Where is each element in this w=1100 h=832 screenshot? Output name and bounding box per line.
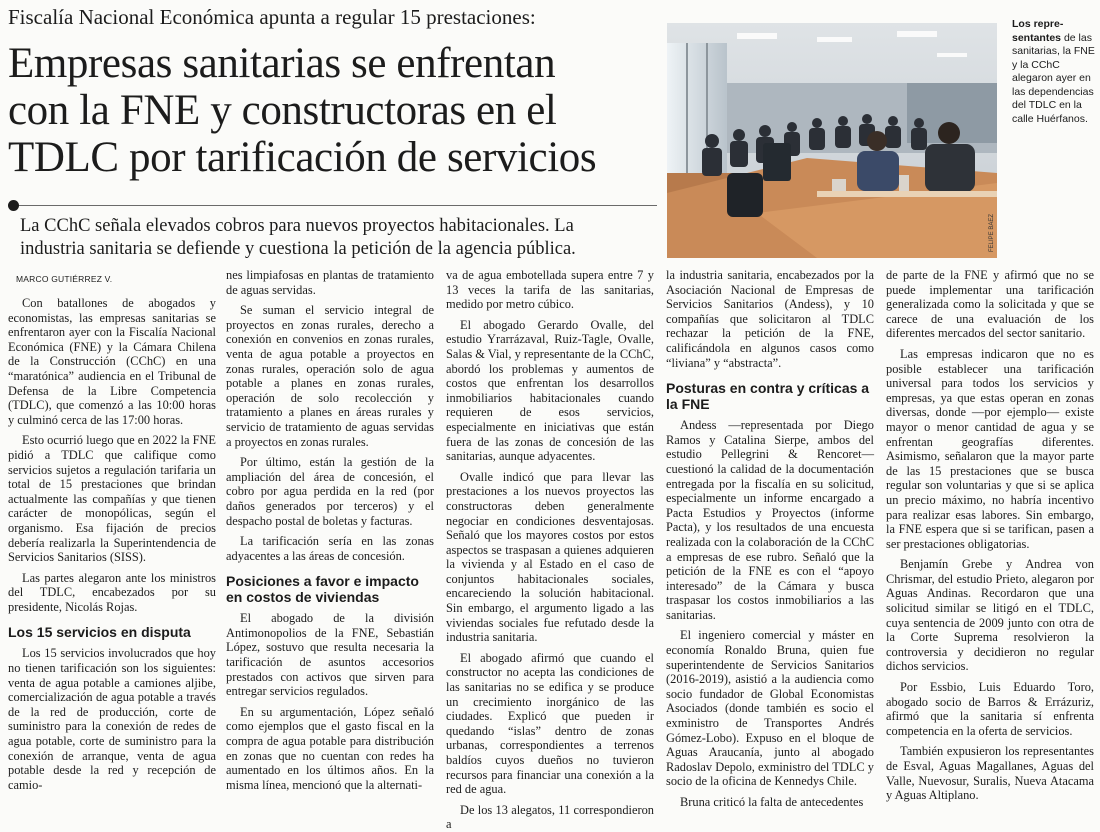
deck-line: La CChC señala elevados cobros para nuevos proyectos habitacionales. La xyxy=(20,216,574,236)
headline-line: con la FNE y constructoras en el xyxy=(8,87,557,134)
body-paragraph: la industria sanitaria, encabezados por la Asociación Nacional de Empresas de Servicios Sanitarios (Andess), y 10 compañías que solicitaron al TDLC rechazar la petición de la FNE, calificándola en algunos casos como “liviana” y “abstracta”. xyxy=(666,268,874,370)
body-paragraph: Por Essbio, Luis Eduardo Toro, abogado socio de Barros & Errázuriz, afirmó que la sanitaria sí enfrenta competencia en la oferta de servicios. xyxy=(886,680,1094,738)
body-paragraph: Se suman el servicio integral de proyectos en zonas rurales, derecho a conexión en convenios en zonas rurales, venta de agua potable a proyectos en zonas rurales, operación solo de agua potable a planes en zonas rurales, operación de solo recolección y tratamiento a planes en áreas rurales y servicio de tratamiento de aguas servidas a proyectos en zonas rurales. xyxy=(226,303,434,449)
body-paragraph: El abogado de la división Antimonopolios de la FNE, Sebastián López, sostuvo que resulta necesaria la tarificación de asuntos accesorios prestados con activos que sirven para entregar servicios regulados. xyxy=(226,611,434,699)
body-paragraph: de parte de la FNE y afirmó que no se puede implementar una tarificación generalizada como la solicitada y que se carece de una evaluación de los diferentes mercados del sector sanitario. xyxy=(886,268,1094,341)
body-paragraph: Con batallones de abogados y economistas, las empresas sanitarias se enfrentaron ayer con la Fiscalía Nacional Económica (FNE) y la Cámara Chilena de la Construcción (CChC) en una “maratónica” audiencia en el Tribunal de Defensa de la Libre Competencia (TDLC), que comenzó a las 10:00 horas y culminó cerca de las 17:00 horas. xyxy=(8,296,216,427)
hearing-photo xyxy=(667,23,997,258)
body-paragraph: Por último, están la gestión de la ampliación del área de concesión, el cobro por agua perdida en la red (por daños generados por terceros) y el despacho postal de boletas y facturas. xyxy=(226,455,434,528)
body-paragraph: Ovalle indicó que para llevar las prestaciones a los nuevos proyectos las constructoras deben generalmente negociar en condiciones desventajosas. Señaló que los mayores costos por estos aspectos se traspasan a quienes adquieren la vivienda y al Estado en el caso de conjuntos habitacionales sociales, encareciendo la solución habitacional. Sin embargo, el argumento ligado a las viviendas sociales fue refutado desde la industria sanitaria. xyxy=(446,469,654,645)
caption-lead: Los repre-sentantes xyxy=(1012,18,1064,44)
body-paragraph: La tarificación sería en las zonas adyacentes a las áreas de concesión. xyxy=(226,534,434,563)
body-paragraph: De los 13 alegatos, 11 correspondieron a xyxy=(446,802,654,832)
byline: MARCO GUTIÉRREZ V. xyxy=(16,274,113,284)
headline-line: TDLC por tarificación de servicios xyxy=(8,134,597,181)
section-subhead: Posturas en contra y críticas a la FNE xyxy=(666,380,870,413)
body-paragraph: va de agua embotellada supera entre 7 y 13 veces la tarifa de las sanitarias, medido por metro cúbico. xyxy=(446,268,654,312)
article-kicker: Fiscalía Nacional Económica apunta a regular 15 prestaciones: xyxy=(8,5,536,29)
hearing-photo-illustration xyxy=(667,23,997,258)
deck-line: industria sanitaria se defiende y cuestiona la petición de la agencia pública. xyxy=(20,239,576,259)
article-column-3 xyxy=(446,268,654,832)
article-column-5 xyxy=(886,268,1094,803)
article-column-1 xyxy=(8,296,216,792)
body-paragraph: El abogado afirmó que cuando el constructor no acepta las condiciones de las sanitarias no se edifica y se produce un crecimiento inorgánico de las ciudades. Explicó que pueden ir quedando “islas” dentro de zonas urbanas, correspondientes a terrenos baldíos cuyos dueños no tuvieron recursos para financiar una conexión a la red de agua. xyxy=(446,650,654,797)
caption-text: de las sanitarias, la FNE y la CChC alegaron ayer en las dependencias del TDLC en la calle Huérfanos. xyxy=(1012,31,1095,125)
section-subhead: Posiciones a favor e impacto en costos de viviendas xyxy=(226,573,419,606)
article-headline xyxy=(8,40,658,181)
body-paragraph: nes limpiafosas en plantas de tratamiento de aguas servidas. xyxy=(226,268,434,297)
article-column-4 xyxy=(666,268,874,809)
body-paragraph: También expusieron los representantes de Esval, Aguas Magallanes, Aguas del Valle, Nuevosur, Suralis, Nueva Atacama y Aguas Altiplano. xyxy=(886,744,1094,803)
body-paragraph: Benjamín Grebe y Andrea von Chrismar, del estudio Prieto, alegaron por Aguas Andinas. Recordaron que una solicitud similar se litigó en el TDLC, cuya sentencia de 2009 junto con otra de la Corte Suprema resolvieron la controversia y decidieron no regular dichos servicios. xyxy=(886,557,1094,674)
section-subhead: Los 15 servicios en disputa xyxy=(8,624,191,641)
body-paragraph: Bruna criticó la falta de antecedentes xyxy=(680,795,864,809)
body-paragraph: El ingeniero comercial y máster en economía Ronaldo Bruna, quien fue superintendente de Servicios Sanitarios (2016-2019), asistió a la audiencia como socio fundador de Global Economistas Asociados (donde también es socio el exministro de Transportes Andrés Gómez-Lobo). Expuso en el bloque de Aguas Araucanía, junto al abogado Radoslav Depolo, exministro del TDLC y socio de la oficina de Kennedys Chile. xyxy=(666,628,874,789)
body-paragraph: El abogado Gerardo Ovalle, del estudio Yrarrázaval, Ruiz-Tagle, Ovalle, Salas & Vial, y representante de la CChC, abordó los problemas y aumentos de costos que enfrentan los desarrollos inmobiliarios habitacionales cuando requieren de esos servicios, especialmente en iniciativas que están fuera de las zonas de concesión de las sanitarias, aunque adyacentes. xyxy=(446,317,654,464)
photo-credit: FELIPE BÁEZ xyxy=(989,213,995,252)
deck-bullet xyxy=(8,200,19,211)
body-paragraph: Las partes alegaron ante los ministros del TDLC, encabezados por su presidente, Nicolás Rojas. xyxy=(8,570,216,614)
body-paragraph: Las empresas indicaron que no es posible establecer una tarificación universal para todos los servicios y empresas, ya que estas operan en zonas diversas, donde —por ejemplo— existe mayor o menor cantidad de agua y se enfrentan geografías diferentes. Asimismo, señalaron que la mayor parte de las 15 prestaciones que se busca regular son voluntarias y que si se aplica un precio máximo, no habría incentivo para realizar esas labores. Sin embargo, la FNE espera que si se tarifican, pasen a ser prestaciones obligatorias. xyxy=(886,346,1094,551)
body-paragraph: En su argumentación, López señaló como ejemplos que el gasto fiscal en la compra de agua potable para distribución en zonas que no cuentan con redes ha aumentado en los últimos años. En la misma línea, mencionó que la alternati- xyxy=(226,704,434,792)
body-paragraph: Andess —representada por Diego Ramos y Catalina Sierpe, ambos del estudio Pellegrini & Rencoret— cuestionó la calidad de la documentación entregada por la fiscalía en su solicitud, especialmente un informe encargado a Pacta Estudios y Proyectos (informe Pacta), y los resultados de una encuesta realizada con la colaboración de la CChC a empresas de ese rubro. Señaló que la petición de la FNE es con el “apoyo interesado” de la Cámara y busca traspasar los costos inmobiliarios a las sanitarias. xyxy=(666,418,874,622)
article-deck xyxy=(20,215,660,261)
body-paragraph: Los 15 servicios involucrados que hoy no tienen tarificación son los siguientes: venta de agua potable a camiones aljibe, comercialización de agua potable a través de la red de producción, corte de suministro para la conexión de redes de agua potable, corte de suministro para la conexión de arranque, venta de agua potable desde la red y recepción de camio- xyxy=(8,646,216,792)
deck-divider xyxy=(19,205,657,206)
article-column-2 xyxy=(226,268,434,792)
body-paragraph: Esto ocurrió luego que en 2022 la FNE pidió a TDLC que califique como servicios sujetos a regulación tarifaria un total de 15 prestaciones que brindan actualmente las compañías y que tienen carácter de monopólicas, según el organismo. Esa fijación de precios debería realizarla la Superintendencia de Servicios Sanitarios (SISS). xyxy=(8,433,216,565)
headline-line: Empresas sanitarias se enfrentan xyxy=(8,40,556,87)
photo-caption xyxy=(1012,18,1098,126)
